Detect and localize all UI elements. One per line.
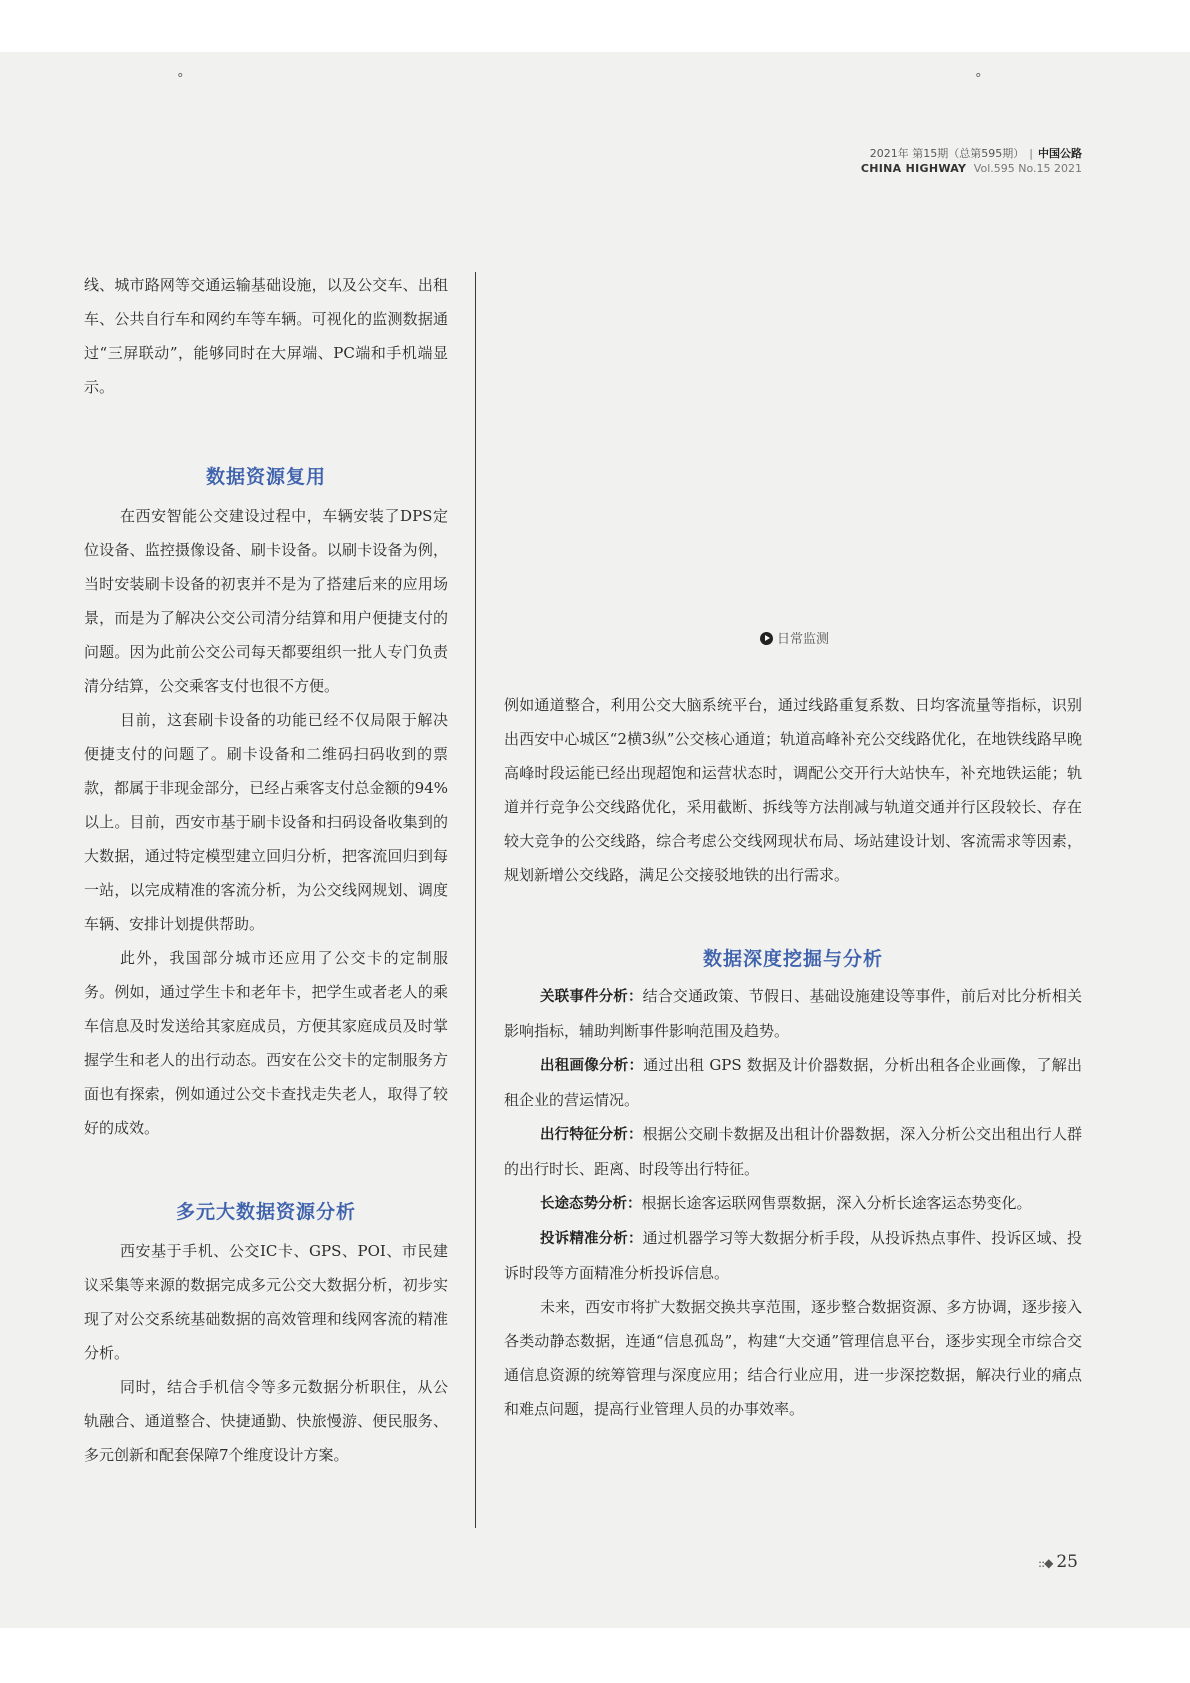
analysis-item: 长途态势分析：根据长途客运联网售票数据，深入分析长途客运态势变化。 bbox=[540, 1194, 1032, 1212]
running-header: 2021年 第15期（总第595期） | 中国公路 CHINA HIGHWAY Vol.595 No.15 2021 bbox=[860, 147, 1082, 175]
scan-dot: ° bbox=[177, 72, 184, 87]
analysis-item: 出行特征分析：根据公交刷卡数据及出租计价器数据，深入分析公交出租出行人群的出行时长、距离、时段等出行特征。 bbox=[504, 1125, 1082, 1178]
paragraph: 在西安智能公交建设过程中，车辆安装了DPS定位设备、监控摄像设备、刷卡设备。以刷卡设备为例，当时安装刷卡设备的初衷并不是为了搭建后来的应用场景，而是为了解决公交公司清分结算和用户便捷支付的问题。因为此前公交公司每天都要组织一批人专门负责清分结算，公交乘客支付也很不方便。 bbox=[84, 507, 448, 695]
item-lead: 投诉精准分析： bbox=[540, 1231, 643, 1247]
section-title-data-reuse: 数据资源复用 bbox=[205, 466, 326, 488]
column-divider bbox=[475, 272, 476, 1528]
item-lead: 关联事件分析： bbox=[540, 989, 643, 1005]
right-column bbox=[504, 688, 1082, 1426]
paragraph: 目前，这套刷卡设备的功能已经不仅局限于解决便捷支付的问题了。刷卡设备和二维码扫码收到的票款，都属于非现金部分，已经占乘客支付总金额的94%以上。目前，西安市基于刷卡设备和扫码设备收集到的大数据，通过特定模型建立回归分析，把客流回归到每一站，以完成精准的客流分析，为公交线网规划、调度车辆、安排计划提供帮助。 bbox=[84, 711, 448, 933]
figure-caption: 日常监测 bbox=[760, 628, 829, 647]
item-lead: 出租画像分析： bbox=[540, 1058, 644, 1074]
intro-paragraph: 线、城市路网等交通运输基础设施，以及公交车、出租车、公共自行车和网约车等车辆。可视化的监测数据通过“三屏联动”，能够同时在大屏端、PC端和手机端显示。 bbox=[84, 276, 448, 396]
left-column bbox=[84, 268, 448, 1472]
paragraph: 此外，我国部分城市还应用了公交卡的定制服务。例如，通过学生卡和老年卡，把学生或者老人的乘车信息及时发送给其家庭成员，方便其家庭成员及时掌握学生和老人的出行动态。西安在公交卡的定制服务方面也有探索，例如通过公交卡查找走失老人，取得了较好的成效。 bbox=[84, 949, 448, 1137]
section-title-deep-mining: 数据深度挖掘与分析 bbox=[702, 948, 883, 970]
journal-name-en: CHINA HIGHWAY bbox=[860, 162, 967, 175]
journal-name-cn: 中国公路 bbox=[1038, 147, 1082, 160]
item-lead: 长途态势分析： bbox=[540, 1196, 642, 1212]
page-number: ::◆ 25 bbox=[1038, 1552, 1078, 1572]
closing-paragraph: 未来，西安市将扩大数据交换共享范围，逐步整合数据资源、多方协调，逐步接入各类动静态数据，连通“信息孤岛”，构建“大交通”管理信息平台，逐步实现全市综合交通信息资源的统筹管理与深度应用；结合行业应用，进一步深挖数据，解决行业的痛点和难点问题，提高行业管理人员的办事效率。 bbox=[504, 1298, 1082, 1418]
issue-info: 2021年 第15期（总第595期） bbox=[869, 147, 1025, 160]
play-icon bbox=[760, 632, 773, 645]
volume-info: Vol.595 No.15 2021 bbox=[973, 162, 1082, 175]
section-title-multi-source: 多元大数据资源分析 bbox=[175, 1201, 356, 1223]
paragraph: 西安基于手机、公交IC卡、GPS、POI、市民建议采集等来源的数据完成多元公交大数据分析，初步实现了对公交系统基础数据的高效管理和线网客流的精准分析。 bbox=[84, 1242, 448, 1362]
analysis-item: 出租画像分析：通过出租 GPS 数据及计价器数据，分析出租各企业画像，了解出租企业的营运情况。 bbox=[504, 1056, 1083, 1109]
scan-dot: ° bbox=[975, 72, 982, 87]
paragraph: 同时，结合手机信令等多元数据分析职住，从公轨融合、通道整合、快捷通勤、快旅慢游、便民服务、多元创新和配套保障7个维度设计方案。 bbox=[84, 1378, 448, 1464]
analysis-item: 投诉精准分析：通过机器学习等大数据分析手段，从投诉热点事件、投诉区域、投诉时段等方面精准分析投诉信息。 bbox=[504, 1229, 1082, 1282]
item-lead: 出行特征分析： bbox=[540, 1127, 643, 1143]
page-mark-icon: ::◆ bbox=[1038, 1556, 1053, 1570]
paragraph: 例如通道整合，利用公交大脑系统平台，通过线路重复系数、日均客流量等指标，识别出西安中心城区“2横3纵”公交核心通道；轨道高峰补充公交线路优化，在地铁线路早晚高峰时段运能已经出现超饱和运营状态时，调配公交开行大站快车，补充地铁运能；轨道并行竞争公交线路优化，采用截断、拆线等方法削减与轨道交通并行区段较长、存在较大竞争的公交线路，综合考虑公交线网现状布局、场站建设计划、客流需求等因素，规划新增公交线路，满足公交接驳地铁的出行需求。 bbox=[504, 696, 1082, 884]
analysis-item: 关联事件分析：结合交通政策、节假日、基础设施建设等事件，前后对比分析相关影响指标，辅助判断事件影响范围及趋势。 bbox=[504, 987, 1082, 1040]
